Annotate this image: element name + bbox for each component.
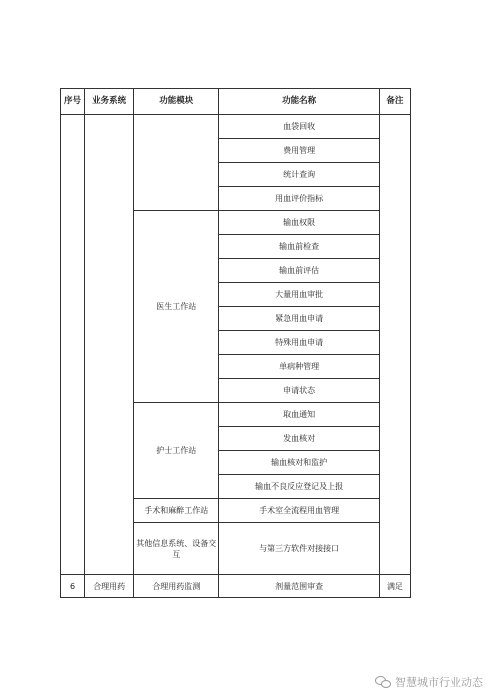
function-name: 大量用血审批	[219, 283, 379, 307]
function-name: 紧急用血申请	[219, 307, 379, 331]
header-no: 序号	[61, 89, 85, 115]
function-name: 费用管理	[219, 139, 379, 163]
function-name: 取血通知	[219, 403, 379, 427]
function-name: 输血权限	[219, 211, 379, 235]
module-other-systems: 其他信息系统、设备交互	[134, 523, 219, 575]
header-module: 功能模块	[134, 89, 219, 115]
table-row	[61, 575, 411, 598]
function-name: 用血评价指标	[219, 187, 379, 211]
function-name: 统计查询	[219, 163, 379, 187]
cell-no: 6	[61, 575, 85, 598]
function-spec-table	[60, 88, 411, 598]
module-surgery-anesthesia: 手术和麻醉工作站	[134, 499, 219, 523]
wechat-icon	[375, 676, 391, 688]
function-name: 申请状态	[219, 379, 379, 403]
header-note: 备注	[379, 89, 410, 115]
cell-module: 合理用药监测	[134, 575, 219, 598]
function-name: 血袋回收	[219, 115, 379, 139]
header-system: 业务系统	[85, 89, 134, 115]
cell-note-empty	[379, 115, 410, 575]
function-name: 与第三方软件对接接口	[219, 523, 379, 575]
cell-system-empty	[85, 115, 134, 575]
watermark-text: 智慧城市行业动态	[395, 676, 483, 689]
cell-note: 满足	[379, 575, 410, 598]
cell-system: 合理用药	[85, 575, 134, 598]
function-name: 输血前检查	[219, 235, 379, 259]
function-name: 发血核对	[219, 427, 379, 451]
module-nurse-workstation: 护士工作站	[134, 403, 219, 499]
watermark	[375, 674, 483, 690]
function-name: 特殊用血申请	[219, 331, 379, 355]
function-name: 剂量范围审查	[219, 575, 379, 598]
function-name: 输血前评估	[219, 259, 379, 283]
function-name: 手术室全流程用血管理	[219, 499, 379, 523]
module-doctor-workstation: 医生工作站	[134, 211, 219, 403]
function-name: 输血不良反应登记及上报	[219, 475, 379, 499]
table-row	[61, 115, 411, 139]
cell-no-empty	[61, 115, 85, 575]
function-name: 输血核对和监护	[219, 451, 379, 475]
cell-module-empty	[134, 115, 219, 211]
function-name: 单病种管理	[219, 355, 379, 379]
header-name: 功能名称	[219, 89, 379, 115]
header-row	[61, 89, 411, 115]
